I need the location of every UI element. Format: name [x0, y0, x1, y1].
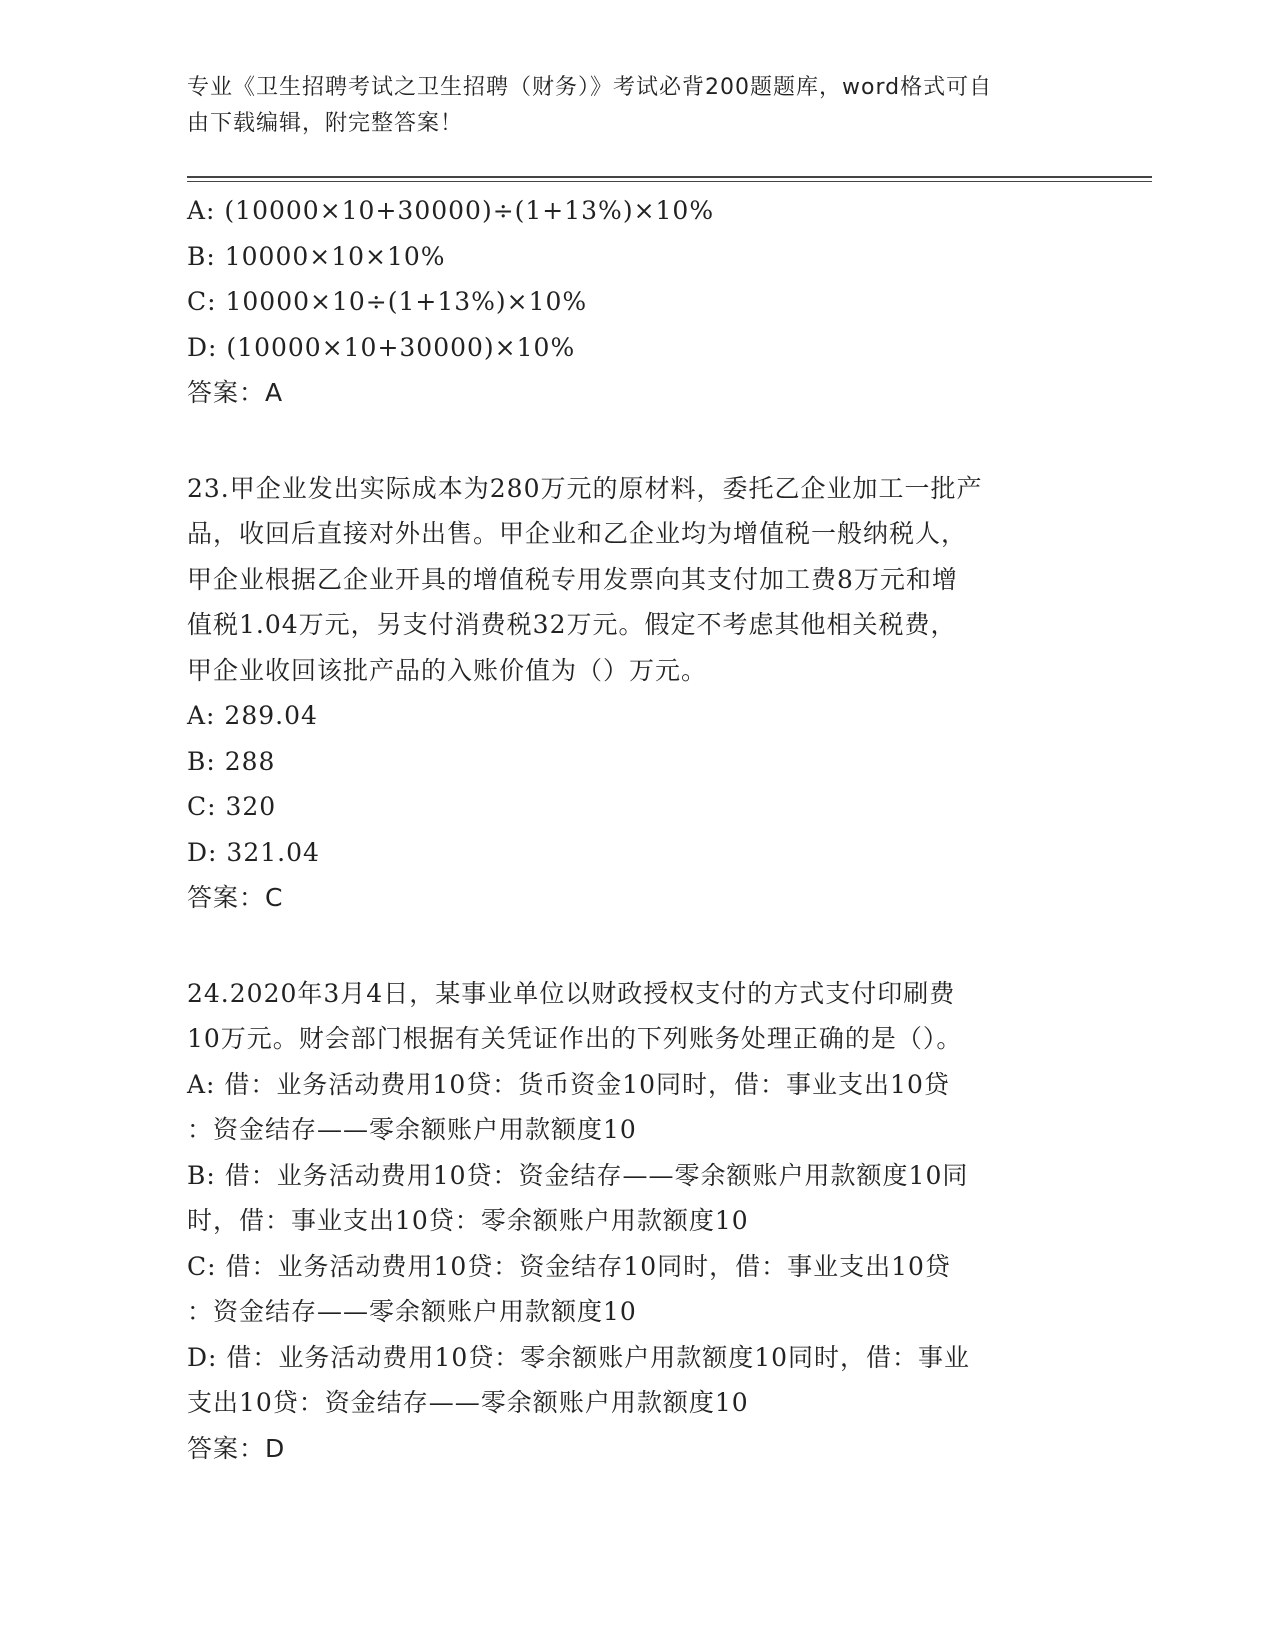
question-stem-line: 值税1.04万元，另支付消费税32万元。假定不考虑其他相关税费，: [187, 610, 957, 639]
question-stem-line: 23.甲企业发出实际成本为280万元的原材料，委托乙企业加工一批产: [187, 473, 983, 503]
option-d: D: 321.04: [187, 837, 320, 867]
option-a-line-2: ：资金结存——零余额账户用款额度10: [187, 1115, 637, 1144]
option-d-line-2: 支出10贷：资金结存——零余额账户用款额度10: [187, 1388, 749, 1417]
header-line-1: 专业《卫生招聘考试之卫生招聘（财务）》考试必背200题题库，word格式可自: [187, 75, 993, 100]
option-b: B: 10000×10×10%: [187, 241, 446, 271]
question-stem-line: 品，收回后直接对外出售。甲企业和乙企业均为增值税一般纳税人，: [187, 519, 968, 548]
question-stem-line: 甲企业根据乙企业开具的增值税专用发票向其支付加工费8万元和增: [187, 564, 958, 594]
question-stem-line: 甲企业收回该批产品的入账价值为（）万元。: [187, 655, 708, 685]
document-body: [187, 188, 1067, 1471]
header-divider-thin: [187, 181, 1152, 182]
option-c: C: 320: [187, 792, 277, 821]
answer: 答案：C: [187, 883, 284, 912]
option-b-line-1: B: 借：业务活动费用10贷：资金结存——零余额账户用款额度10同: [187, 1160, 969, 1190]
question-23: [187, 466, 1067, 921]
question-stem-line: 10万元。财会部门根据有关凭证作出的下列账务处理正确的是（）。: [187, 1024, 963, 1053]
answer: 答案：A: [187, 378, 284, 407]
option-b-line-2: 时，借：事业支出10贷：零余额账户用款额度10: [187, 1206, 749, 1235]
header-divider: [187, 176, 1152, 178]
option-c: C: 10000×10÷(1+13%)×10%: [187, 287, 588, 316]
question-22: [187, 188, 1067, 416]
option-a-line-1: A: 借：业务活动费用10贷：货币资金10同时，借：事业支出10贷: [187, 1069, 950, 1099]
option-d-line-1: D: 借：业务活动费用10贷：零余额账户用款额度10同时，借：事业: [187, 1342, 971, 1372]
answer: 答案：D: [187, 1433, 286, 1463]
question-24: [187, 971, 1067, 1472]
option-c-line-2: ：资金结存——零余额账户用款额度10: [187, 1297, 637, 1326]
question-stem-line: 24.2020年3月4日，某事业单位以财政授权支付的方式支付印刷费: [187, 978, 956, 1008]
option-c-line-1: C: 借：业务活动费用10贷：资金结存10同时，借：事业支出10贷: [187, 1251, 951, 1281]
option-d: D: (10000×10+30000)×10%: [187, 332, 576, 362]
header-line-2: 由下载编辑，附完整答案！: [187, 111, 464, 136]
document-header: [187, 70, 1067, 142]
option-b: B: 288: [187, 746, 276, 776]
option-a: A: 289.04: [187, 701, 318, 730]
option-a: A: (10000×10+30000)÷(1+13%)×10%: [187, 196, 715, 225]
